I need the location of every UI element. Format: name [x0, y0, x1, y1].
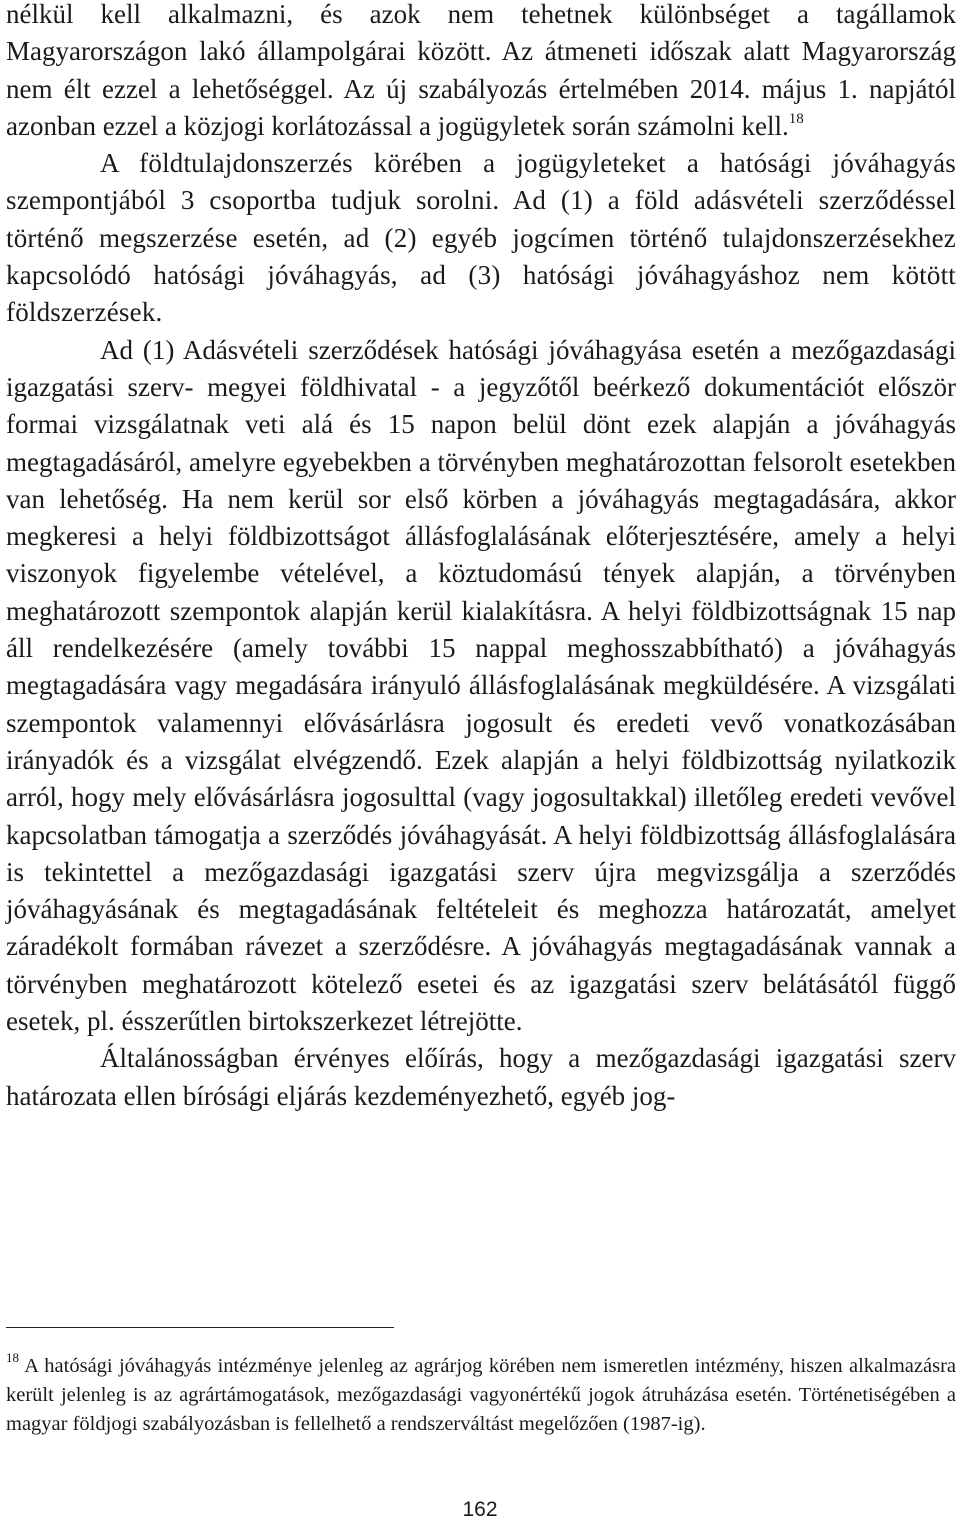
paragraph-4: Általánosságban érvényes előírás, hogy a mezőgazdasági igazgatási szerv határozata ellen bírósági eljárás kezdeményezhető, egyéb jog-	[6, 1043, 956, 1111]
body-text	[6, 0, 956, 1115]
paragraph-2: A földtulajdonszerzés körében a jogügyleteket a hatósági jóváhagyás szempontjából 3 csoportba tudjuk sorolni. Ad (1) a föld adásvételi szerződéssel történő megszerzése esetén, ad (2) egyéb jogcímen történő tulajdonszerzésekhez kapcsolódó hatósági jóváhagyás, ad (3) hatósági jóváhagyáshoz nem kötött földszerzések.	[6, 148, 956, 328]
paragraph-3: Ad (1) Adásvételi szerződések hatósági jóváhagyása esetén a mezőgazdasági igazgatási szerv- megyei földhivatal - a jegyzőtől beérkező dokumentációt először formai vizsgálatnak veti alá és 15 napon belül dönt ezek alapján a jóváhagyás megtagadásáról, amelyre egyebekben a törvényben meghatározottan felsorolt esetekben van lehetőség. Ha nem kerül sor első körben a jóváhagyás megtagadására, akkor megkeresi a helyi földbizottságot állásfoglalásának előterjesztésére, amely a helyi viszonyok figyelembe vételével, a köztudomású tények alapján, a törvényben meghatározott szempontok alapján kerül kialakításra. A helyi földbizottságnak 15 nap áll rendelkezésére (amely további 15 nappal meghosszabbítható) a jóváhagyás megtagadására vagy megadására irányuló állásfoglalásának megküldésére. A vizsgálati szempontok valamennyi elővásárlásra jogosult és eredeti vevő vonatkozásában irányadók és a vizsgálat elvégzendő. Ezek alapján a helyi földbizottság nyilatkozik arról, hogy mely elővásárlásra jogosulttal (vagy jogosultakkal) illetőleg eredeti vevővel kapcsolatban támogatja a szerződés jóváhagyását. A helyi földbizottság állásfoglalására is tekintettel a mezőgazdasági igazgatási szerv újra megvizsgálja a szerződés jóváhagyásának és megtagadásának feltételeit és meghozza határozatát, amelyet záradékolt formában rávezet a szerződésre. A jóváhagyás megtagadásának vannak a törvényben meghatározott kötelező esetei és az igazgatási szerv belátásától függő esetek, pl. ésszerűtlen birtokszerkezet létrejötte.	[6, 334, 956, 1037]
footnote-text: A hatósági jóváhagyás intézménye jelenleg az agrárjog körében nem ismeretlen intézmény, hiszen alkalmazásra került jelenleg is az agrártámogatások, mezőgazdasági vagyonértékű jogok átruházása esetén. Történetiségében a magyar földjogi szabályozásban is fellelhető a rendszerváltást megelőzően (1987-ig).	[6, 1355, 956, 1436]
footnote	[6, 1352, 956, 1440]
footnote-separator	[6, 1327, 394, 1328]
paragraph-1-text: nélkül kell alkalmazni, és azok nem tehetnek különbséget a tagállamok Magyarországon lakó állampolgárai között. Az átmeneti időszak alatt Magyarország nem élt ezzel a lehetőséggel. Az új szabályozás értelmében 2014. május 1. napjától azonban ezzel a közjogi korlátozással a jogügyletek során számolni kell.	[6, 0, 956, 141]
footnote-number: 18	[6, 1350, 19, 1366]
footnote-reference: 18	[788, 110, 804, 127]
page-number: 162	[462, 1498, 498, 1521]
paragraph-1	[6, 0, 956, 145]
